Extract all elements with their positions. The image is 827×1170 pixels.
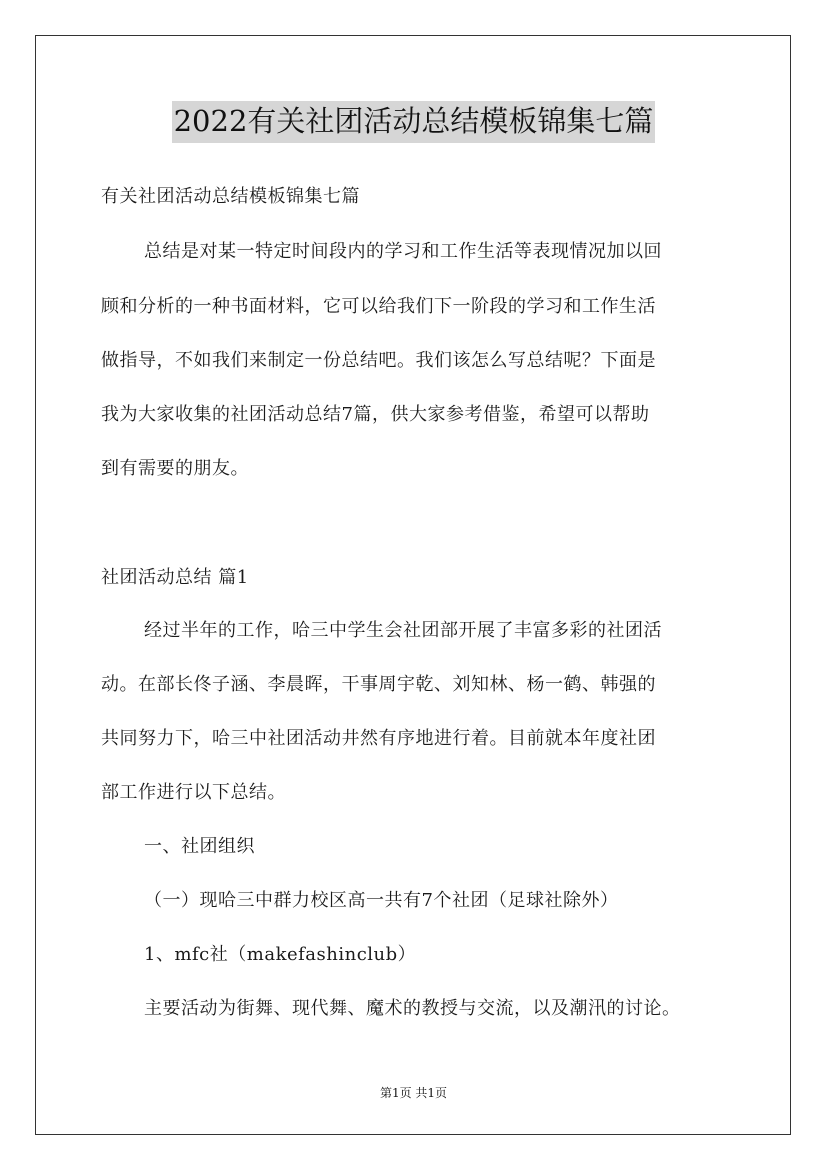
title-container — [0, 101, 827, 143]
body-line-1: 经过半年的工作，哈三中学生会社团部开展了丰富多彩的社团活 — [144, 620, 662, 641]
intro-line-3: 做指导，不如我们来制定一份总结吧。我们该怎么写总结呢？下面是 — [101, 350, 656, 371]
document-title: 2022有关社团活动总结模板锦集七篇 — [172, 101, 656, 143]
body-line-4: 部工作进行以下总结。 — [101, 782, 286, 803]
document-subtitle: 有关社团活动总结模板锦集七篇 — [101, 186, 360, 207]
intro-line-1: 总结是对某一特定时间段内的学习和工作生活等表现情况加以回 — [144, 241, 662, 262]
body-line-3: 共同努力下，哈三中社团活动井然有序地进行着。目前就本年度社团 — [101, 728, 656, 749]
outline-item-2: （一）现哈三中群力校区高一共有7个社团（足球社除外） — [144, 890, 619, 911]
outline-item-1: 一、社团组织 — [144, 836, 255, 857]
outline-item-3: 1、mfc社（makefashinclub） — [144, 944, 417, 965]
page-footer: 第1页 共1页 — [379, 1086, 448, 1100]
intro-line-2: 顾和分析的一种书面材料，它可以给我们下一阶段的学习和工作生活 — [101, 296, 656, 317]
intro-line-4: 我为大家收集的社团活动总结7篇，供大家参考借鉴，希望可以帮助 — [101, 404, 650, 425]
intro-line-5: 到有需要的朋友。 — [101, 458, 249, 479]
body-line-2: 动。在部长佟子涵、李晨晖，干事周宇乾、刘知林、杨一鹤、韩强的 — [101, 674, 656, 695]
outline-item-4: 主要活动为街舞、现代舞、魔术的教授与交流，以及潮汛的讨论。 — [144, 998, 681, 1019]
section-heading: 社团活动总结 篇1 — [101, 567, 249, 588]
